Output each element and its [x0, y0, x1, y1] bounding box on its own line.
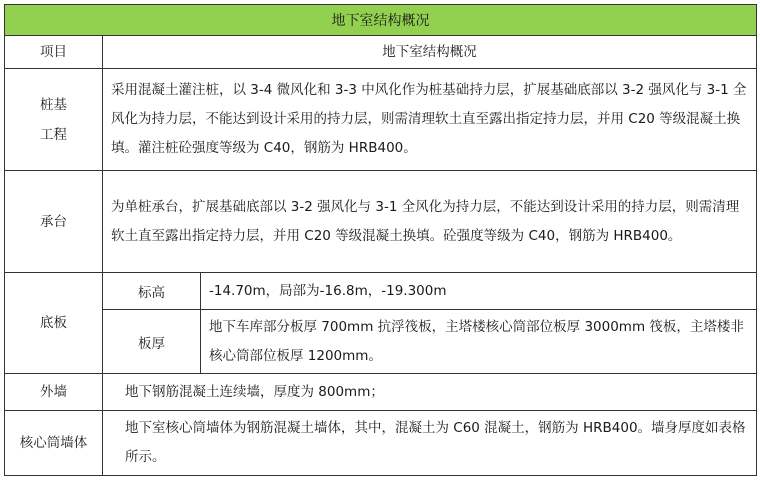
pile-label-line2: 工程 — [40, 126, 67, 143]
elevation-label: 标高 — [103, 273, 201, 310]
pile-label-line1: 桩基 — [40, 96, 67, 113]
core-label: 核心筒墙体 — [5, 411, 103, 476]
floor-label: 底板 — [5, 273, 103, 374]
pile-label — [5, 69, 103, 171]
thickness-text: 地下车库部分板厚 700mm 抗浮筏板，主塔楼核心筒部位板厚 3000mm 筏板，主塔楼非核心筒部位板厚 1200mm。 — [201, 310, 757, 374]
pile-text: 采用混凝土灌注桩，以 3-4 微风化和 3-3 中风化作为桩基础持力层，扩展基础底部以 3-2 强风化与 3-1 全风化为持力层，不能达到设计采用的持力层，则需清理软土直至露出指定持力层，并用 C20 等级混凝土换填。灌注桩砼强度等级为 C40，钢筋为 HRB400。 — [103, 69, 757, 171]
structure-table — [4, 4, 757, 476]
table-title: 地下室结构概况 — [5, 5, 757, 36]
cap-text: 为单桩承台，扩展基础底部以 3-2 强风化与 3-1 全风化为持力层，不能达到设计采用的持力层，则需清理软土直至露出指定持力层，并用 C20 等级混凝土换填。砼强度等级为 C40，钢筋为 HRB400。 — [103, 171, 757, 273]
header-overview: 地下室结构概况 — [103, 36, 757, 69]
core-text: 地下室核心筒墙体为钢筋混凝土墙体，其中，混凝土为 C60 混凝土，钢筋为 HRB400。墙身厚度如表格所示。 — [103, 411, 757, 476]
thickness-label: 板厚 — [103, 310, 201, 374]
elevation-text: -14.70m，局部为-16.8m，-19.300m — [201, 273, 757, 310]
wall-text: 地下钢筋混凝土连续墙，厚度为 800mm； — [103, 374, 757, 411]
cap-label: 承台 — [5, 171, 103, 273]
header-item: 项目 — [5, 36, 103, 69]
wall-label: 外墙 — [5, 374, 103, 411]
